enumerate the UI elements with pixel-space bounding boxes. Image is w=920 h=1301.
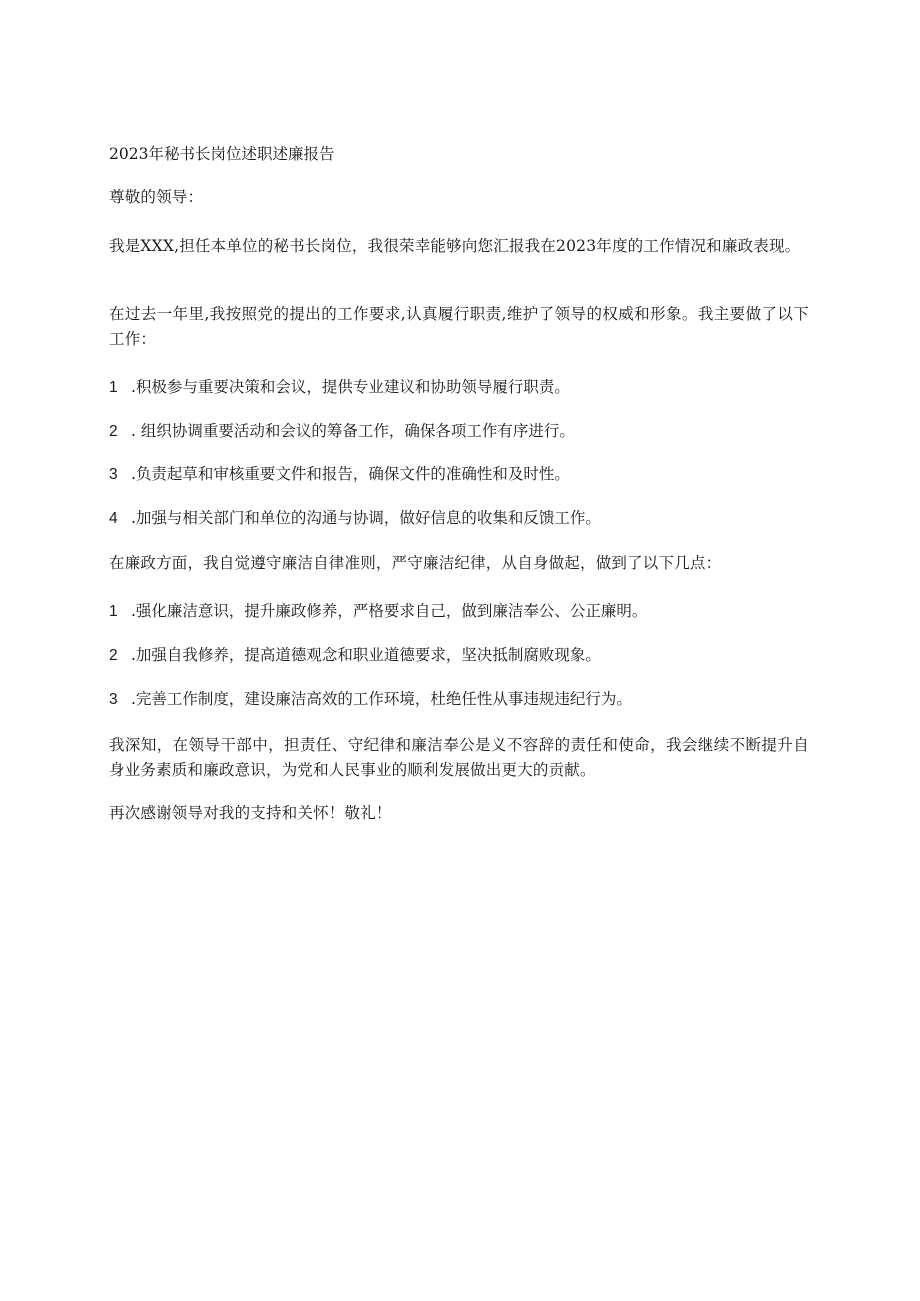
list-number: 1 [109,603,118,620]
list-number: 4 [109,510,118,527]
salutation: 尊敬的领导： [109,188,204,206]
work-list-item [109,507,809,530]
document-title: 2023年秘书长岗位述职述廉报告 [109,145,335,163]
list-number: 1 [109,379,118,396]
work-list-item [109,376,809,399]
work-list-item [109,420,809,443]
conclusion-paragraph: 我深知，在领导干部中，担责任、守纪律和廉洁奉公是义不容辞的责任和使命，我会继续不断提升自身业务素质和廉政意识，为党和人民事业的顺利发展做出更大的贡献。 [109,736,809,779]
integrity-intro-paragraph: 在廉政方面，我自觉遵守廉洁自律准则，严守廉洁纪律，从自身做起，做到了以下几点： [109,554,722,572]
list-text: . 组织协调重要活动和会议的筹备工作，确保各项工作有序进行。 [131,422,575,440]
list-number: 2 [109,423,118,440]
list-number: 2 [109,647,118,664]
closing-paragraph: 再次感谢领导对我的支持和关怀！敬礼！ [109,804,392,822]
integrity-list-item [109,600,809,623]
integrity-list-item [109,688,809,711]
list-text: .完善工作制度，建设廉洁高效的工作环境，杜绝任性从事违规违纪行为。 [131,690,632,708]
list-number: 3 [109,691,118,708]
intro-paragraph: 我是XXX,担任本单位的秘书长岗位，我很荣幸能够向您汇报我在2023年度的工作情况和廉政表现。 [109,237,801,255]
list-text: .加强自我修养，提高道德观念和职业道德要求，坚决抵制腐败现象。 [131,646,601,664]
list-text: .负责起草和审核重要文件和报告，确保文件的准确性和及时性。 [131,465,570,483]
work-intro-paragraph: 在过去一年里,我按照党的提出的工作要求,认真履行职责,维护了领导的权威和形象。我主要做了以下工作： [109,305,809,348]
work-list-item [109,463,809,486]
list-text: .强化廉洁意识，提升廉政修养，严格要求自己，做到廉洁奉公、公正廉明。 [131,602,648,620]
integrity-list-item [109,644,809,667]
list-text: .加强与相关部门和单位的沟通与协调，做好信息的收集和反馈工作。 [131,509,601,527]
list-number: 3 [109,466,118,483]
list-text: .积极参与重要决策和会议，提供专业建议和协助领导履行职责。 [131,378,570,396]
